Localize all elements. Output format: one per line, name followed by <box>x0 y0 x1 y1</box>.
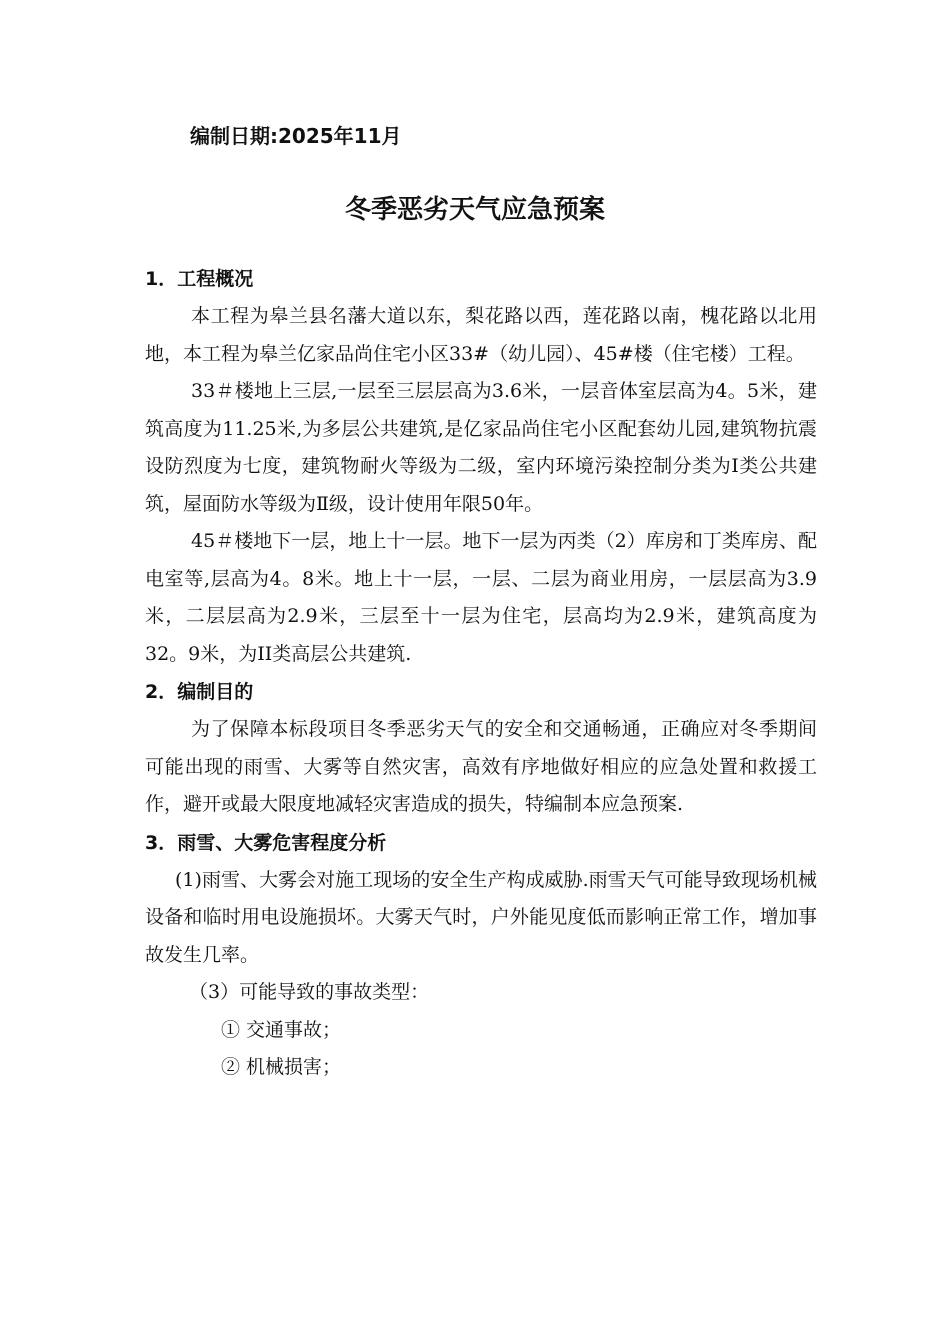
section-hazard-analysis <box>145 824 817 1087</box>
section-heading: 3．雨雪、大雾危害程度分析 <box>145 831 387 854</box>
document-body <box>145 260 817 1087</box>
list-item: ② 机械损害； <box>221 1056 342 1078</box>
section-purpose <box>145 673 817 824</box>
section-heading: 1．工程概况 <box>145 268 254 290</box>
compile-date: 编制日期:2025年11月 <box>190 124 402 148</box>
list-item: ① 交通事故； <box>221 1018 342 1041</box>
body-paragraph: (1)雨雪、大雾会对施工现场的安全生产构成威胁.雨雪天气可能导致现场机械设备和临时用电设施损坏。大雾天气时，户外能见度低而影响正常工作，增加事故发生几率。 <box>145 868 817 966</box>
section-project-overview <box>145 260 817 673</box>
document-title: 冬季恶劣天气应急预案 <box>344 195 605 225</box>
list-heading: （3）可能导致的事故类型： <box>189 981 430 1003</box>
section-heading: 2．编制目的 <box>145 681 254 703</box>
body-paragraph: 33＃楼地上三层,一层至三层层高为3.6米，一层音体室层高为4。5米，建筑高度为11.25米,为多层公共建筑,是亿家品尚住宅小区配套幼儿园,建筑物抗震设防烈度为七度，建筑物耐火等级为二级，室内环境污染控制分类为I类公共建筑，屋面防水等级为Ⅱ级，设计使用年限50年。 <box>145 380 817 515</box>
body-paragraph: 45＃楼地下一层，地上十一层。地下一层为丙类（2）库房和丁类库房、配电室等,层高为4。8米。地上十一层，一层、二层为商业用房，一层层高为3.9米，二层层高为2.9米，三层至十一层为住宅，层高均为2.9米，建筑高度为32。9米，为II类高层公共建筑. <box>145 530 817 665</box>
body-paragraph: 本工程为皋兰县名藩大道以东，梨花路以西，莲花路以南，槐花路以北用地，本工程为皋兰亿家品尚住宅小区33#（幼儿园）、45#楼（住宅楼）工程。 <box>145 305 817 365</box>
body-paragraph: 为了保障本标段项目冬季恶劣天气的安全和交通畅通，正确应对冬季期间可能出现的雨雪、大雾等自然灾害，高效有序地做好相应的应急处置和救援工作，避开或最大限度地减轻灾害造成的损失，特编制本应急预案. <box>145 718 817 815</box>
